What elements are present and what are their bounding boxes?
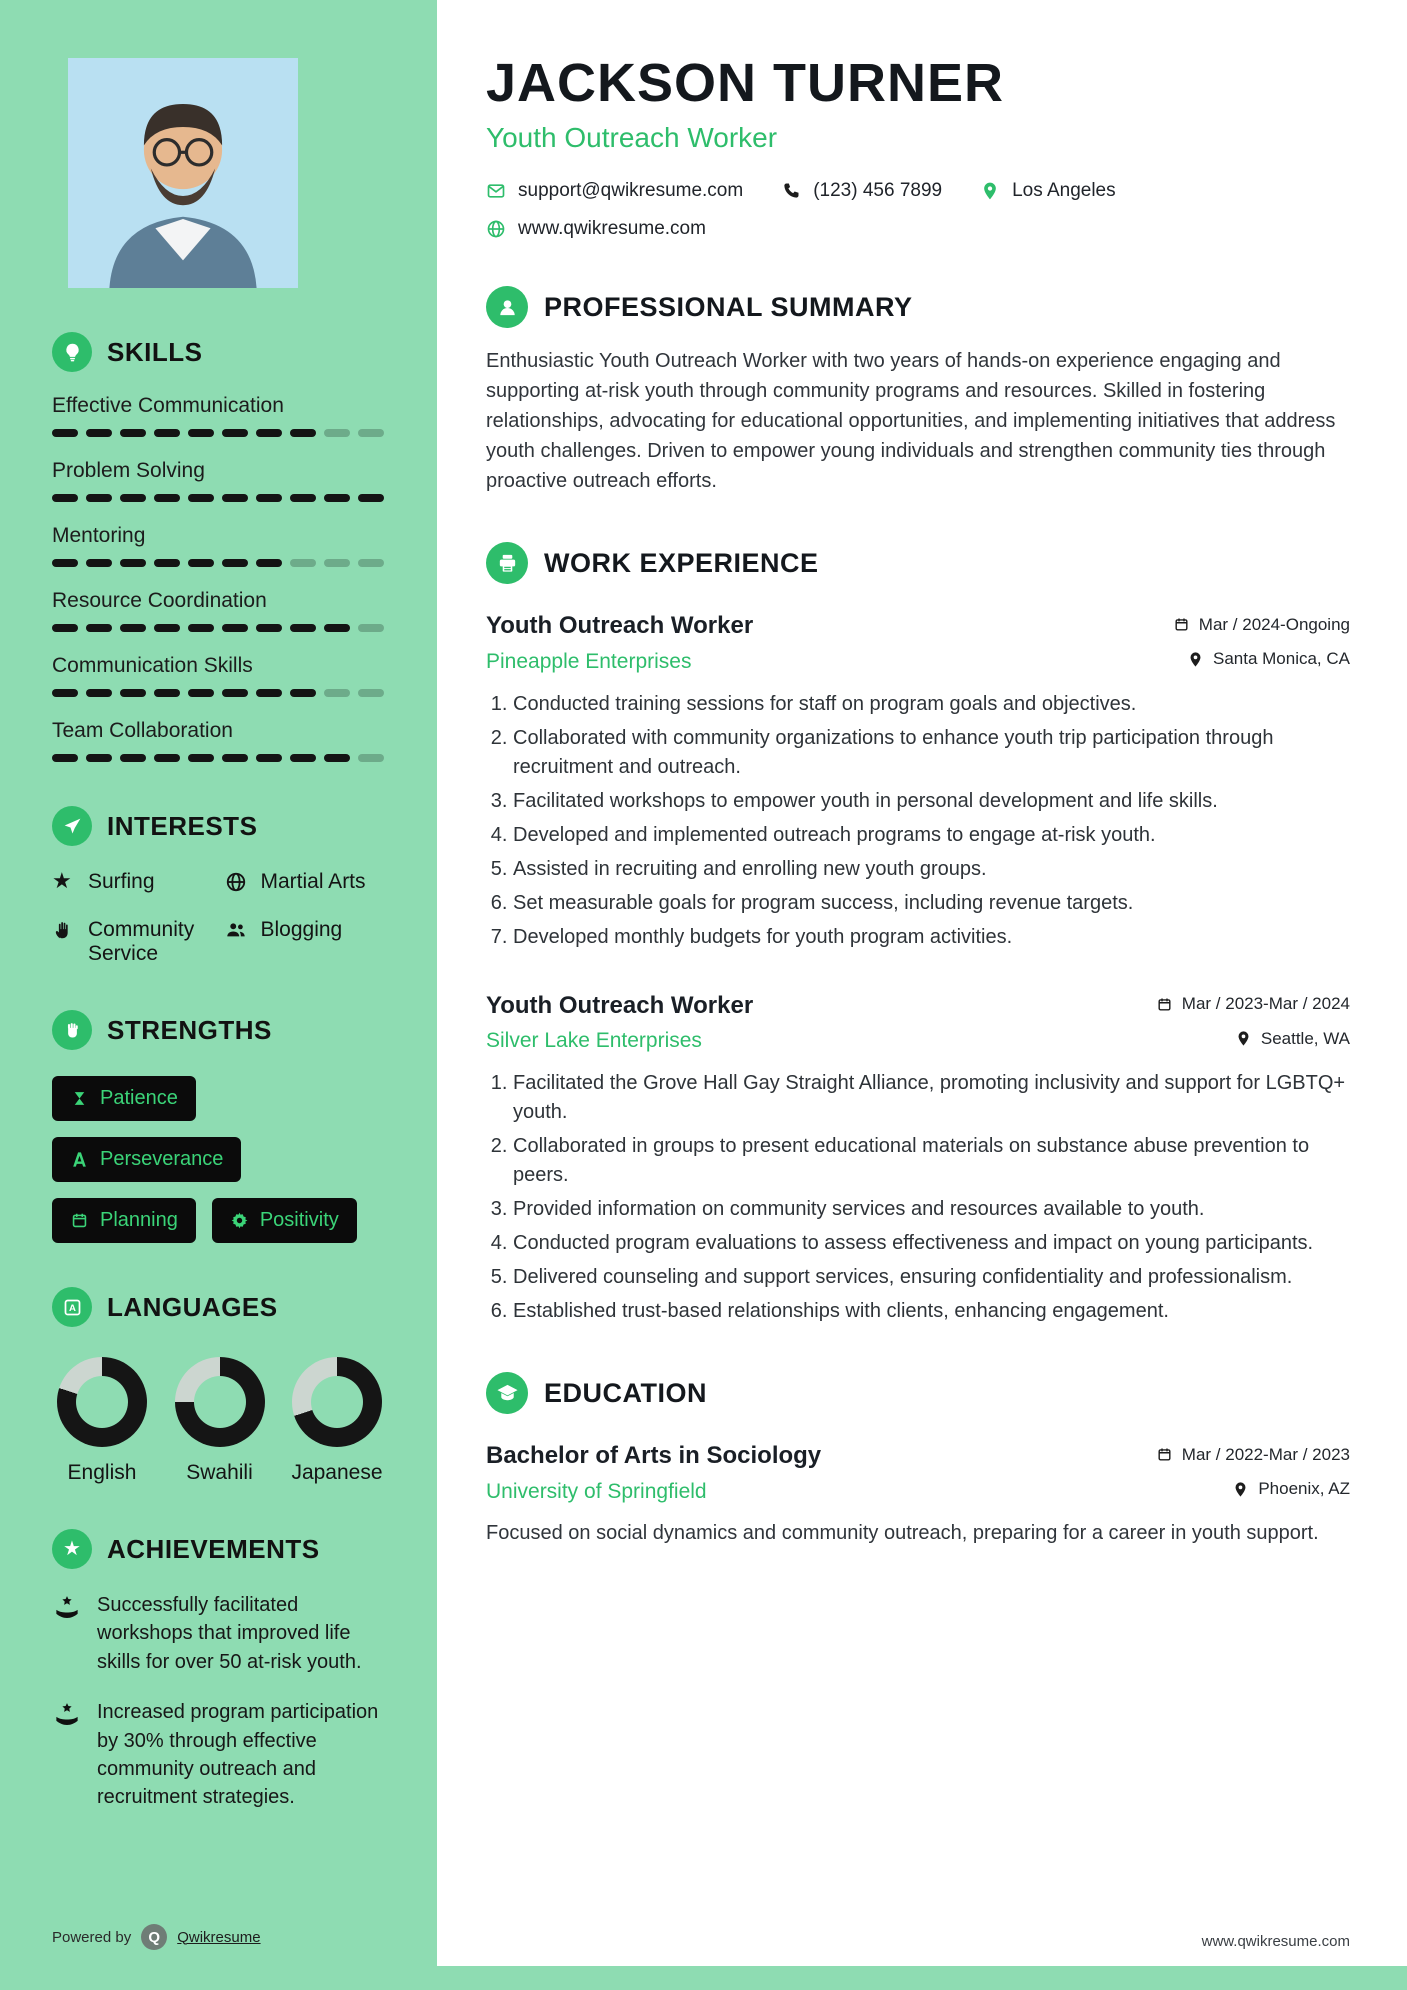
achievements-header [52, 1529, 387, 1569]
education-header [486, 1372, 1350, 1414]
language-donut [57, 1357, 147, 1447]
pin-icon [1187, 651, 1204, 668]
interest-item [225, 918, 388, 966]
skill-bar [52, 429, 387, 437]
strength-badge [52, 1198, 196, 1243]
language-label: English [67, 1461, 137, 1484]
skill-bar [52, 624, 387, 632]
skill-dash [222, 689, 248, 697]
star-icon: ★ [52, 868, 72, 893]
work-title: WORK EXPERIENCE [544, 547, 819, 578]
language-donut [292, 1357, 382, 1447]
job-company-row [486, 649, 1350, 674]
hand-icon [52, 919, 74, 941]
skill-dash [324, 689, 350, 697]
candidate-title: Youth Outreach Worker [486, 122, 778, 153]
skill-dash [86, 494, 112, 502]
calendar-icon [1156, 1446, 1173, 1463]
skill-dash [188, 624, 214, 632]
education-dates-text: Mar / 2022-Mar / 2023 [1181, 1444, 1350, 1464]
language-label: Swahili [186, 1461, 253, 1484]
education-location [1232, 1479, 1350, 1499]
education-section [486, 1372, 1350, 1548]
skill-dash [86, 559, 112, 567]
website-value[interactable]: www.qwikresume.com [518, 218, 706, 239]
sidebar [0, 0, 437, 1990]
powered-by-label: Powered by [52, 1928, 132, 1946]
job-dates [1156, 994, 1350, 1014]
skill-item [52, 654, 387, 697]
avatar [68, 58, 298, 288]
lightbulb-icon [52, 332, 92, 372]
work-header [486, 542, 1350, 584]
skill-dash [86, 689, 112, 697]
skill-dash [256, 494, 282, 502]
skill-dash [52, 429, 78, 437]
skill-dash [358, 754, 384, 762]
job-bullet: 6. Established trust-based relationships with clients, enhancing engagement. [513, 1297, 1350, 1326]
job-dates-text: Mar / 2023-Mar / 2024 [1181, 994, 1350, 1013]
skill-label: Communication Skills [52, 654, 253, 677]
location-item [980, 180, 1116, 202]
job-bullet: 2. Collaborated with community organizations to enhance youth trip participation through recruitment and outreach. [513, 724, 1350, 782]
pin-icon [1235, 1030, 1252, 1047]
skill-dash [324, 494, 350, 502]
language-donut [175, 1357, 265, 1447]
calendar-icon [70, 1211, 89, 1230]
strength-label: Patience [100, 1087, 178, 1109]
skill-dash [222, 429, 248, 437]
skills-header [52, 332, 387, 372]
main-content [437, 0, 1407, 1990]
qwikresume-logo: Q [141, 1924, 167, 1950]
education-description: Focused on social dynamics and community outreach, preparing for a career in youth support. [486, 1521, 1319, 1544]
interest-label: Blogging [260, 918, 343, 941]
education-location-text: Phoenix, AZ [1258, 1479, 1350, 1498]
website-item [486, 218, 706, 240]
fist-icon [52, 1010, 92, 1050]
contact-row [486, 180, 1350, 202]
skill-dash [290, 429, 316, 437]
skill-dash [154, 559, 180, 567]
printer-icon [486, 542, 528, 584]
education-title: EDUCATION [544, 1377, 707, 1408]
job-company: Pineapple Enterprises [486, 649, 692, 673]
skill-dash [86, 624, 112, 632]
strengths-section [52, 1010, 387, 1243]
job-bullet: 3. Facilitated workshops to empower youth in personal development and life skills. [513, 787, 1350, 816]
candidate-name: JACKSON TURNER [486, 53, 1005, 113]
skill-dash [120, 689, 146, 697]
skill-dash [120, 494, 146, 502]
skill-bar [52, 754, 387, 762]
strengths-title: STRENGTHS [107, 1014, 272, 1045]
language-item [289, 1357, 385, 1485]
skill-item [52, 589, 387, 632]
job-bullet: 5. Delivered counseling and support services, ensuring confidentiality and professionalism. [513, 1263, 1350, 1292]
skill-label: Effective Communication [52, 394, 284, 417]
languages-list [52, 1357, 387, 1485]
summary-section [486, 286, 1350, 496]
calendar-icon [1173, 616, 1190, 633]
languages-title: LANGUAGES [107, 1291, 278, 1322]
location-value: Los Angeles [1012, 180, 1116, 201]
skill-dash [188, 559, 214, 567]
skill-item [52, 524, 387, 567]
education-dates [1156, 1445, 1350, 1465]
job-role: Youth Outreach Worker [486, 612, 754, 639]
education-degree: Bachelor of Arts in Sociology [486, 1442, 822, 1469]
summary-header [486, 286, 1350, 328]
skill-dash [290, 494, 316, 502]
phone-value: (123) 456 7899 [813, 180, 943, 201]
skill-item [52, 394, 387, 437]
skill-dash [256, 559, 282, 567]
achievement-item [52, 1698, 387, 1812]
skill-dash [290, 689, 316, 697]
strength-badge [212, 1198, 357, 1243]
job-bullet: 5. Assisted in recruiting and enrolling new youth groups. [513, 855, 1350, 884]
phone-item [781, 180, 942, 202]
skill-dash [358, 624, 384, 632]
language-label: Japanese [291, 1461, 383, 1484]
interests-section [52, 806, 387, 966]
hand-star-icon [52, 1700, 82, 1730]
skill-item [52, 719, 387, 762]
job-dates-text: Mar / 2024-Ongoing [1198, 614, 1350, 634]
qwikresume-link[interactable]: Qwikresume [177, 1928, 261, 1946]
job-location-text: Santa Monica, CA [1212, 649, 1350, 668]
interests-list [52, 870, 387, 966]
skill-dash [188, 429, 214, 437]
skill-dash [358, 494, 384, 502]
skill-dash [222, 559, 248, 567]
hand-star-icon [52, 1593, 82, 1623]
skill-dash [222, 754, 248, 762]
skill-dash [290, 559, 316, 567]
users-icon [225, 919, 247, 941]
job-location-text: Seattle, WA [1260, 1028, 1350, 1048]
skill-dash [324, 429, 350, 437]
hourglass-icon [70, 1089, 89, 1108]
person-icon [486, 286, 528, 328]
skill-dash [86, 754, 112, 762]
skill-dash [188, 494, 214, 502]
achievement-item [52, 1591, 387, 1676]
skill-label: Problem Solving [52, 459, 205, 482]
job-title-row [486, 612, 1350, 640]
skill-dash [52, 689, 78, 697]
interest-item [52, 870, 215, 894]
sidebar-footer [52, 1924, 261, 1950]
skill-dash [358, 689, 384, 697]
job-bullet: 2. Collaborated in groups to present educational materials on substance abuse prevention to peers. [513, 1132, 1350, 1190]
skill-dash [120, 559, 146, 567]
skill-dash [120, 624, 146, 632]
job-location [1235, 1029, 1350, 1049]
job-bullet: 4. Developed and implemented outreach programs to engage at-risk youth. [513, 821, 1350, 850]
skill-bar [52, 494, 387, 502]
skill-dash [290, 754, 316, 762]
skill-dash [256, 429, 282, 437]
job-bullet: 1. Facilitated the Grove Hall Gay Straight Alliance, promoting inclusivity and support for LGBTQ+ youth. [513, 1069, 1350, 1127]
achievement-text: Successfully facilitated workshops that improved life skills for over 50 at-risk youth. [97, 1594, 362, 1673]
language-item [172, 1357, 268, 1485]
skill-dash [290, 624, 316, 632]
skill-dash [120, 754, 146, 762]
summary-title: PROFESSIONAL SUMMARY [544, 291, 913, 322]
achievements-title: ACHIEVEMENTS [107, 1533, 320, 1564]
skill-dash [358, 429, 384, 437]
pin-icon [1232, 1481, 1249, 1498]
achievements-section [52, 1529, 387, 1812]
skill-dash [222, 494, 248, 502]
strength-label: Planning [100, 1209, 178, 1231]
job-dates [1173, 615, 1350, 635]
paper-plane-icon [52, 806, 92, 846]
job-location [1187, 649, 1350, 669]
language-item [54, 1357, 150, 1485]
summary-text: Enthusiastic Youth Outreach Worker with two years of hands-on experience engaging and supporting at-risk youth through community programs and resources. Skilled in fostering relationships, advocating for educational opportunities, and implementing initiatives that address youth challenges. Driven to empower young individuals and strengthen community ties through proactive outreach efforts. [486, 350, 1336, 492]
skill-dash [52, 754, 78, 762]
skill-dash [154, 689, 180, 697]
job-bullet: 6. Set measurable goals for program success, including revenue targets. [513, 889, 1350, 918]
globe-icon [486, 219, 506, 239]
achievement-text: Increased program participation by 30% through effective community outreach and recruitment strategies. [97, 1701, 379, 1809]
strengths-header [52, 1010, 387, 1050]
job-bullet: 7. Developed monthly budgets for youth program activities. [513, 923, 1350, 952]
skills-title: SKILLS [107, 336, 203, 367]
skill-dash [256, 624, 282, 632]
interests-title: INTERESTS [107, 810, 258, 841]
job-company-row [486, 1029, 1350, 1054]
languages-section [52, 1287, 387, 1485]
contact-row-2 [486, 218, 1350, 240]
interest-item [225, 870, 388, 894]
skill-dash [154, 494, 180, 502]
job-entry [486, 992, 1350, 1327]
skill-dash [188, 689, 214, 697]
letter-a-icon [70, 1150, 89, 1169]
skill-dash [358, 559, 384, 567]
strength-badge [52, 1076, 196, 1121]
skill-dash [222, 624, 248, 632]
gear-icon [230, 1211, 249, 1230]
skill-dash [120, 429, 146, 437]
strength-label: Perseverance [100, 1148, 224, 1170]
interest-label: Surfing [88, 870, 155, 893]
strength-label: Positivity [259, 1209, 339, 1231]
interest-label: Martial Arts [260, 870, 366, 893]
globe-icon [225, 871, 247, 893]
interest-item [52, 918, 215, 966]
education-entry [486, 1442, 1350, 1548]
strength-badge [52, 1137, 241, 1182]
languages-header [52, 1287, 387, 1327]
profile-photo [68, 58, 298, 288]
email-value[interactable]: support@qwikresume.com [518, 180, 744, 201]
education-school-row [486, 1479, 1350, 1504]
skill-dash [154, 624, 180, 632]
pin-icon [980, 181, 1000, 201]
envelope-icon [486, 181, 506, 201]
skills-section [52, 332, 387, 762]
skill-dash [154, 429, 180, 437]
skill-dash [324, 754, 350, 762]
skill-dash [256, 754, 282, 762]
svg-text:A: A [68, 1302, 76, 1314]
job-bullet: 1. Conducted training sessions for staff on program goals and objectives. [513, 690, 1350, 719]
job-title-row [486, 992, 1350, 1020]
skill-dash [154, 754, 180, 762]
graduation-cap-icon [486, 1372, 528, 1414]
skill-dash [256, 689, 282, 697]
skill-bar [52, 559, 387, 567]
skill-label: Team Collaboration [52, 719, 233, 742]
star-badge-icon: ★ [52, 1529, 92, 1569]
job-bullet-list [486, 1069, 1350, 1326]
job-bullet-list [486, 690, 1350, 952]
skill-dash [86, 429, 112, 437]
skill-dash [324, 559, 350, 567]
email-item [486, 180, 743, 202]
job-company: Silver Lake Enterprises [486, 1029, 702, 1052]
work-section [486, 542, 1350, 1326]
skill-dash [52, 559, 78, 567]
skill-dash [188, 754, 214, 762]
skill-dash [52, 624, 78, 632]
education-degree-row [486, 1442, 1350, 1470]
phone-icon [781, 181, 801, 201]
skill-bar [52, 689, 387, 697]
skill-label: Resource Coordination [52, 589, 267, 612]
job-bullet: 4. Conducted program evaluations to assess effectiveness and impact on young participants. [513, 1229, 1350, 1258]
language-icon [52, 1287, 92, 1327]
bottom-green-strip [0, 1966, 1407, 1990]
skill-dash [324, 624, 350, 632]
calendar-icon [1156, 996, 1173, 1013]
job-role: Youth Outreach Worker [486, 991, 754, 1019]
skill-dash [52, 494, 78, 502]
interest-label: Community Service [88, 918, 195, 965]
skill-label: Mentoring [52, 524, 146, 547]
interests-header [52, 806, 387, 846]
footer-website[interactable]: www.qwikresume.com [1201, 1933, 1350, 1950]
skill-item [52, 459, 387, 502]
job-bullet: 3. Provided information on community services and resources available to youth. [513, 1195, 1350, 1224]
strengths-list [52, 1076, 387, 1243]
job-entry [486, 612, 1350, 952]
education-school: University of Springfield [486, 1479, 707, 1503]
